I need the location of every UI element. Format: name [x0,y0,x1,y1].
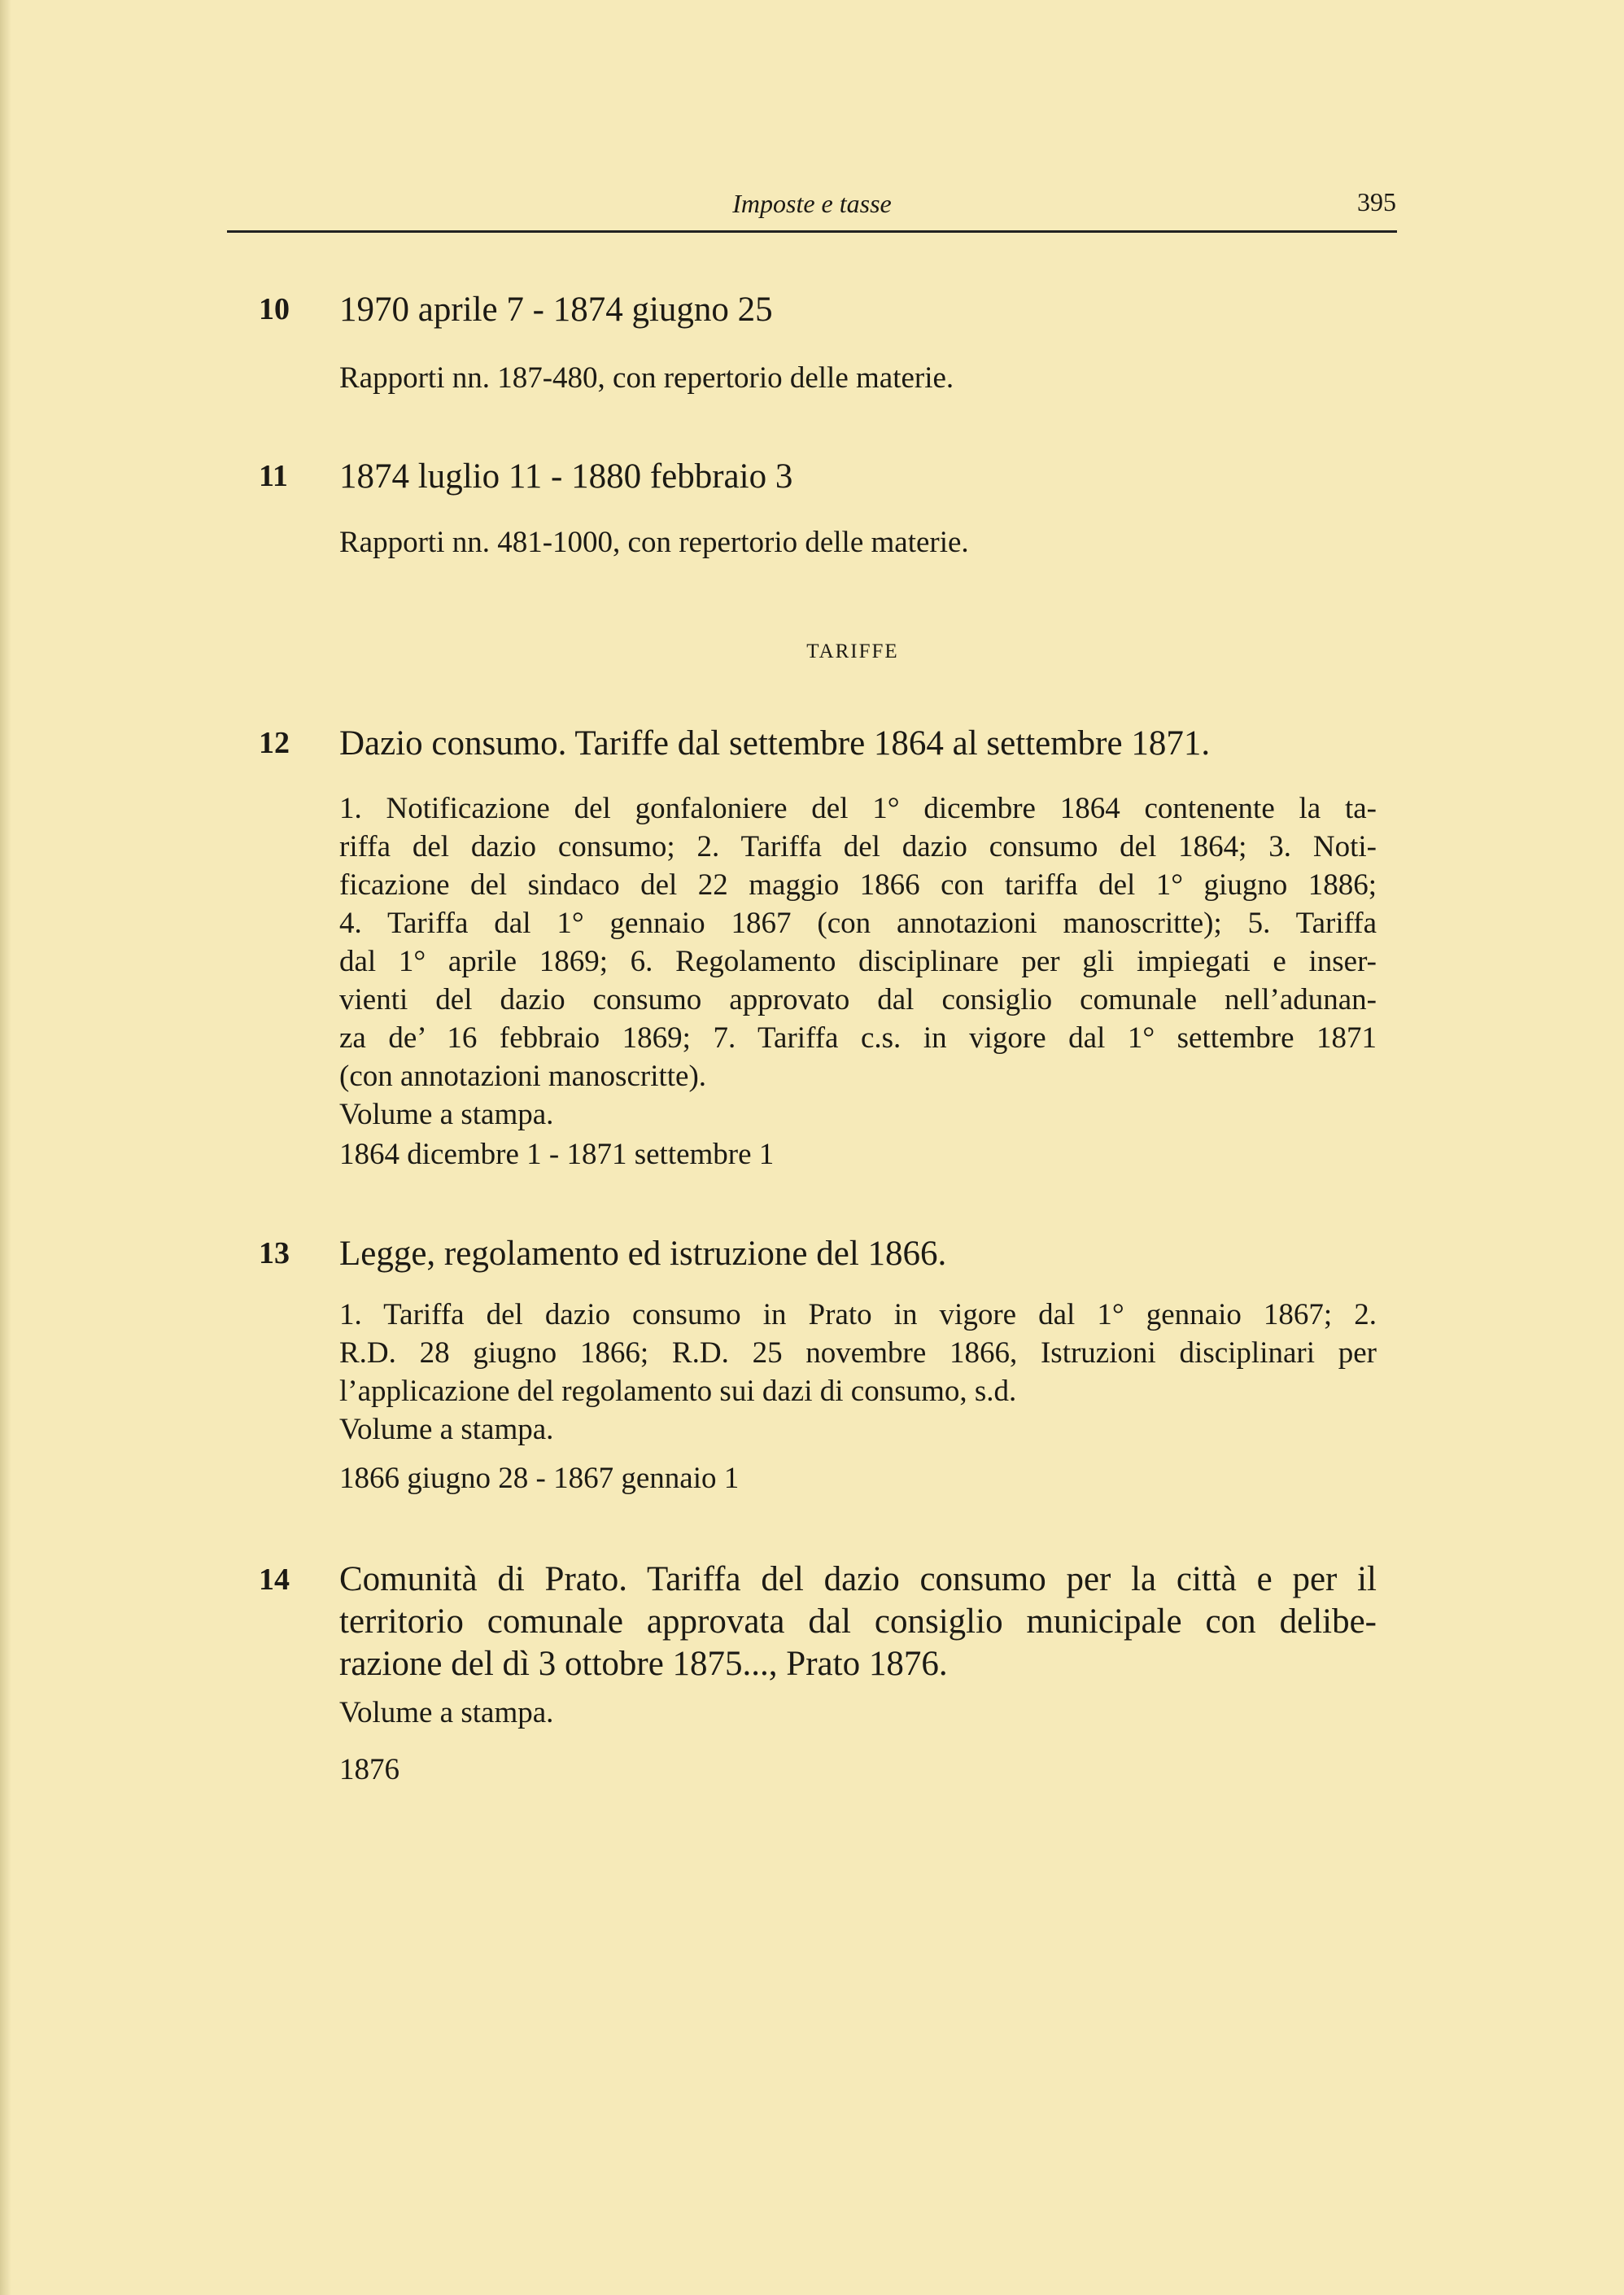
description-line: Rapporti nn. 187-480, con repertorio delle materie. [339,361,954,395]
running-title: Imposte e tasse [732,189,892,218]
description-line: vienti del dazio consumo approvato dal consiglio comunale nell’adunan- [339,983,1377,1016]
description-line: Rapporti nn. 481-1000, con repertorio delle materie. [339,526,969,559]
entry-description [339,523,1377,562]
entry-dates [339,1751,1377,1789]
title-line: Dazio consumo. Tariffe dal settembre 1864 al settembre 1871. [339,724,1211,763]
title-line: Legge, regolamento ed istruzione del 1866. [339,1235,947,1273]
entry-description [339,789,1377,1134]
entry-number: 12 [259,726,290,760]
entry-title [339,288,1377,332]
entry-dates [339,1135,1377,1174]
description-line: ficazione del sindaco del 22 maggio 1866 con tariffa del 1° giugno 1886; [339,868,1377,902]
description-line: za de’ 16 febbraio 1869; 7. Tariffa c.s. in vigore dal 1° settembre 1871 [339,1021,1377,1055]
entry-number: 14 [259,1563,290,1597]
entry-description [339,359,1377,397]
title-line: 1874 luglio 11 - 1880 febbraio 3 [339,457,793,496]
dates-line: 1866 giugno 28 - 1867 gennaio 1 [339,1462,740,1495]
description-line: dal 1° aprile 1869; 6. Regolamento disciplinare per gli impiegati e inser- [339,945,1377,978]
description-line: riffa del dazio consumo; 2. Tariffa del dazio consumo del 1864; 3. Noti- [339,830,1377,863]
entry-number: 13 [259,1236,290,1270]
title-line: razione del dì 3 ottobre 1875..., Prato 1876. [339,1645,948,1683]
entry-description [339,1296,1377,1449]
page-edge [0,0,11,2295]
entry-title [339,1232,1377,1276]
header-rule [227,230,1397,233]
title-line: Comunità di Prato. Tariffa del dazio consumo per la città e per il [339,1560,1377,1598]
title-line: 1970 aprile 7 - 1874 giugno 25 [339,291,773,329]
description-line: 1. Tariffa del dazio consumo in Prato in vigore dal 1° gennaio 1867; 2. [339,1298,1377,1331]
entry-title [339,455,1377,499]
description-line: l’applicazione del regolamento sui dazi di consumo, s.d. [339,1375,1017,1408]
entry-title [339,1558,1377,1685]
description-line: 1. Notificazione del gonfaloniere del 1° dicembre 1864 contenente la ta- [339,792,1377,825]
entry-title [339,722,1377,766]
description-line: R.D. 28 giugno 1866; R.D. 25 novembre 1866, Istruzioni disciplinari per [339,1336,1377,1370]
entry-number: 11 [259,459,288,493]
description-line: (con annotazioni manoscritte). [339,1060,707,1093]
description-line: Volume a stampa. [339,1098,554,1131]
title-line: territorio comunale approvata dal consiglio municipale con delibe- [339,1602,1377,1641]
section-heading: TARIFFE [806,640,899,662]
description-line: Volume a stampa. [339,1696,554,1729]
description-line: Volume a stampa. [339,1413,554,1446]
entry-description [339,1694,1377,1732]
entry-dates [339,1459,1377,1497]
description-line: 4. Tariffa dal 1° gennaio 1867 (con annotazioni manoscritte); 5. Tariffa [339,907,1377,940]
dates-line: 1864 dicembre 1 - 1871 settembre 1 [339,1138,775,1171]
dates-line: 1876 [339,1753,399,1786]
entry-number: 10 [259,292,290,326]
page-number: 395 [1357,187,1396,216]
